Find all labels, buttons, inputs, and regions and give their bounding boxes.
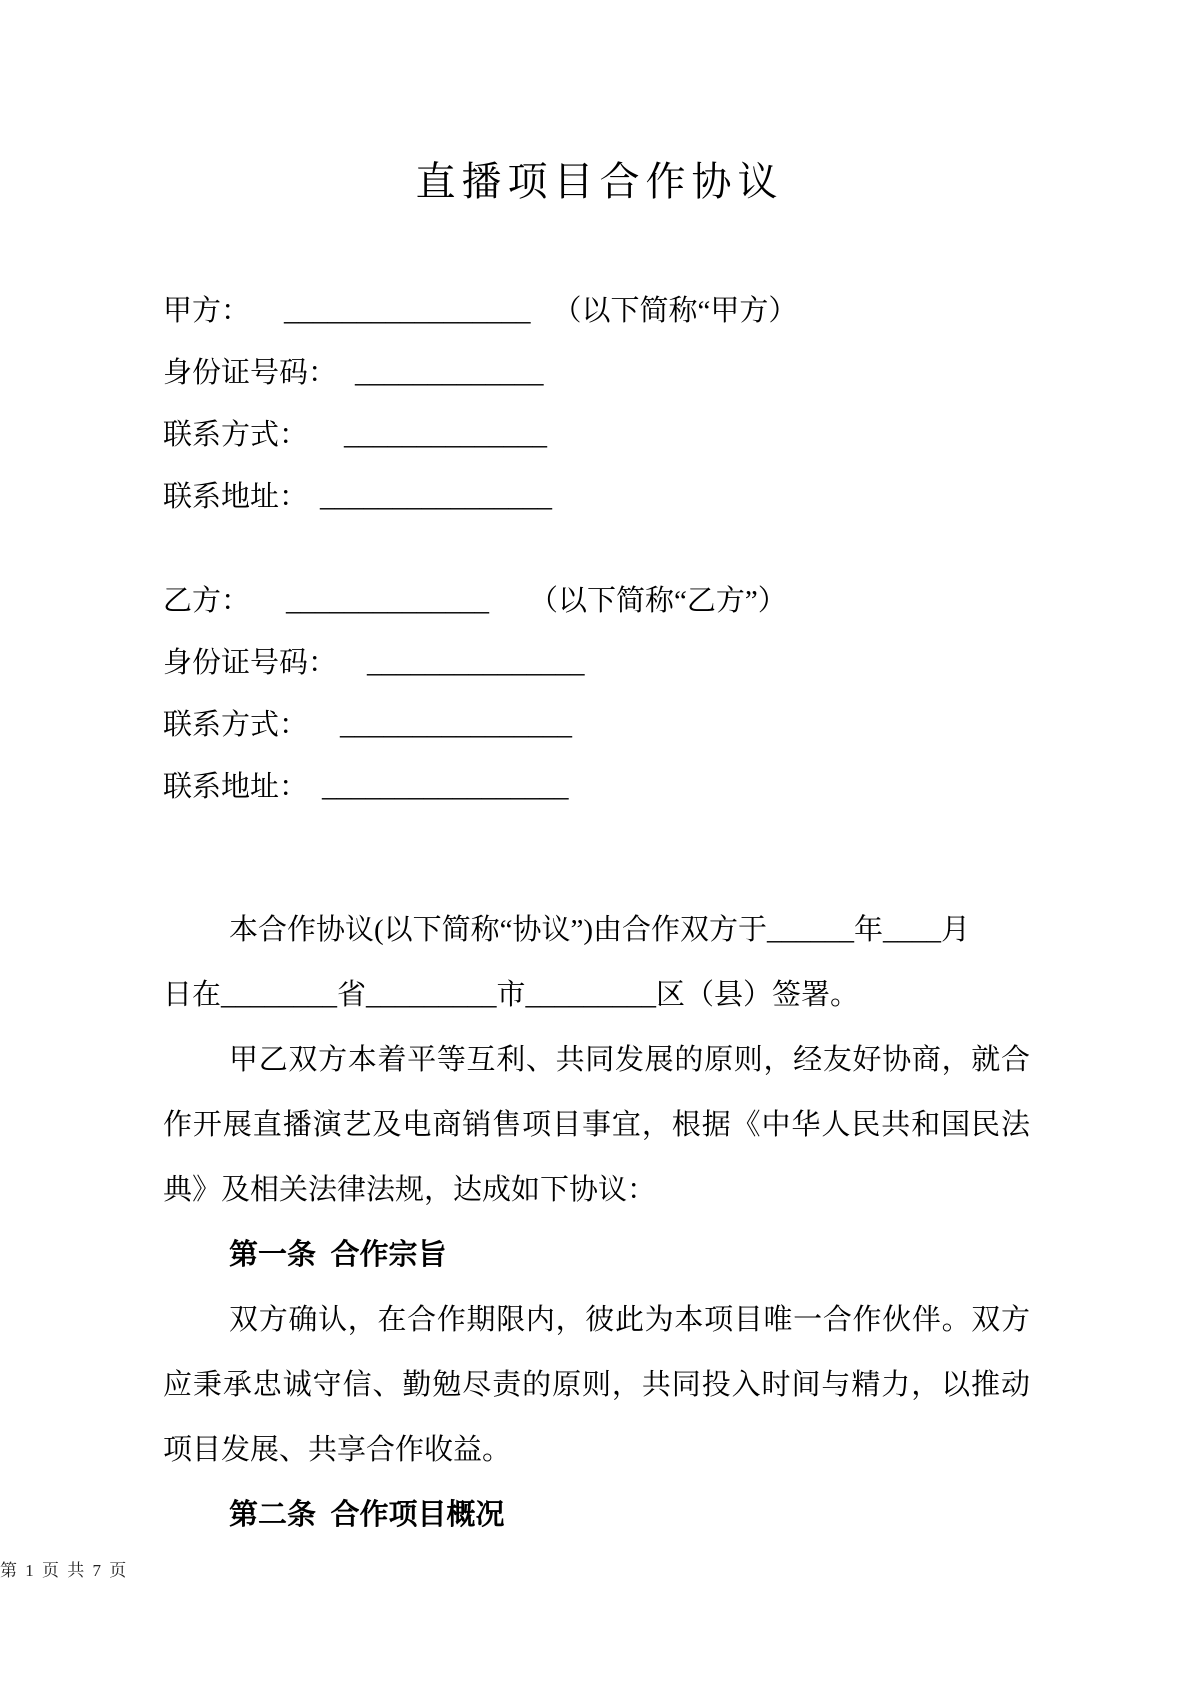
party-b-contact-line: [163, 694, 1030, 756]
party-a-address-blank: ________________: [320, 481, 553, 513]
party-b-name-line: [163, 570, 1030, 632]
body-line-article1-1: 双方确认，在合作期限内，彼此为本项目唯一合作伙伴。双方: [229, 1304, 1030, 1336]
party-a-id-label: 身份证号码：: [163, 357, 338, 389]
party-b-block: [163, 570, 1030, 818]
body-line-signing-date: 本合作协议(以下简称“协议”)由合作双方于______年____月: [229, 914, 971, 946]
party-b-contact-blank: ________________: [340, 709, 573, 741]
page-number-footer: 第 1 页 共 7 页: [0, 1561, 129, 1580]
party-b-id-label: 身份证号码：: [163, 647, 338, 679]
party-a-name-label: 甲方：: [163, 295, 251, 327]
body-line-article1-3: 项目发展、共享合作收益。: [163, 1434, 512, 1466]
party-a-address-label: 联系地址：: [163, 481, 309, 513]
heading-article-2: 第二条 合作项目概况: [229, 1499, 505, 1531]
party-b-address-line: [163, 756, 1030, 818]
party-a-address-line: [163, 466, 1030, 528]
party-a-id-blank: _____________: [355, 357, 544, 389]
body-line-preamble-3: 典》及相关法律法规，达成如下协议：: [163, 1174, 657, 1206]
party-b-id-line: [163, 632, 1030, 694]
heading-article-1: 第一条 合作宗旨: [229, 1239, 447, 1271]
party-a-contact-label: 联系方式：: [163, 419, 309, 451]
party-b-id-blank: _______________: [367, 647, 585, 679]
party-a-contact-blank: ______________: [344, 419, 548, 451]
party-b-name-label: 乙方：: [163, 585, 251, 617]
party-a-block: [163, 280, 1030, 528]
party-a-name-blank: _________________: [284, 295, 531, 327]
party-a-name-suffix: （以下简称“甲方）: [552, 295, 798, 327]
party-b-address-label: 联系地址：: [163, 771, 309, 803]
party-b-address-blank: _________________: [322, 771, 569, 803]
party-a-contact-line: [163, 404, 1030, 466]
agreement-body: [163, 898, 1030, 1548]
body-line-article1-2: 应秉承忠诚守信、勤勉尽责的原则，共同投入时间与精力，以推动: [163, 1369, 1030, 1401]
body-line-preamble-2: 作开展直播演艺及电商销售项目事宜，根据《中华人民共和国民法: [163, 1109, 1030, 1141]
document-title: 直播项目合作协议: [415, 159, 784, 204]
party-b-name-suffix: （以下简称“乙方”）: [529, 585, 787, 617]
party-a-name-line: [163, 280, 1030, 342]
party-b-name-blank: ______________: [286, 585, 490, 617]
body-line-signing-place: 日在________省_________市_________区（县）签署。: [163, 979, 860, 1011]
body-line-preamble-1: 甲乙双方本着平等互利、共同发展的原则，经友好协商，就合: [229, 1044, 1030, 1076]
party-b-contact-label: 联系方式：: [163, 709, 309, 741]
party-a-id-line: [163, 342, 1030, 404]
